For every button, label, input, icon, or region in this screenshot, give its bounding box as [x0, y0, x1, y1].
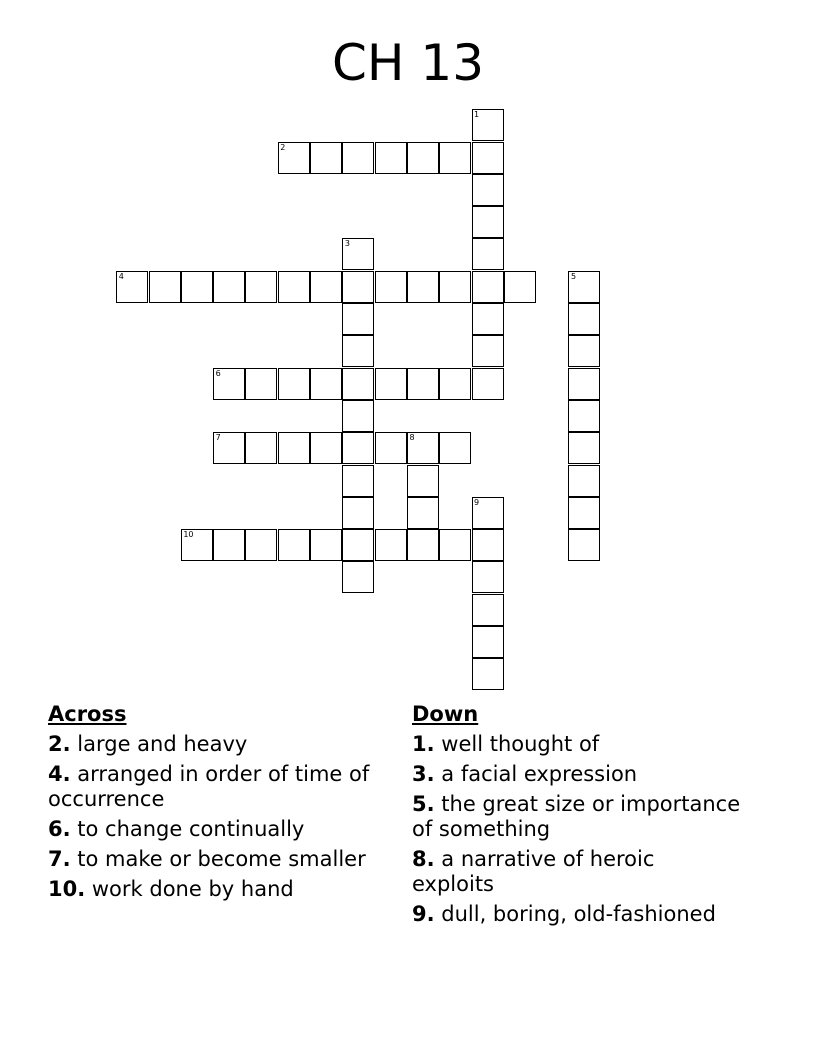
grid-cell[interactable] — [439, 142, 471, 174]
clue-number: 10. — [48, 877, 86, 901]
grid-cell[interactable] — [504, 271, 536, 303]
grid-cell[interactable] — [342, 271, 374, 303]
grid-cell[interactable] — [407, 368, 439, 400]
grid-cell[interactable] — [342, 335, 374, 367]
down-clues — [412, 702, 742, 932]
across-clue-7 — [48, 847, 393, 872]
clue-text: dull, boring, old-fashioned — [434, 902, 716, 926]
down-clue-3 — [412, 762, 742, 787]
grid-cell[interactable] — [407, 497, 439, 529]
grid-cell[interactable] — [342, 529, 374, 561]
grid-cell[interactable] — [375, 432, 407, 464]
grid-cell[interactable] — [181, 271, 213, 303]
grid-cell[interactable] — [568, 335, 600, 367]
clue-number: 9. — [412, 902, 435, 926]
grid-cell[interactable] — [375, 368, 407, 400]
grid-cell[interactable] — [342, 465, 374, 497]
grid-cell[interactable] — [472, 271, 504, 303]
grid-cell[interactable] — [375, 529, 407, 561]
clue-number: 6. — [48, 817, 71, 841]
clue-number-label: 6 — [215, 368, 221, 378]
grid-cell[interactable] — [116, 271, 148, 303]
clue-text: a facial expression — [434, 762, 638, 786]
clue-number: 1. — [412, 732, 435, 756]
grid-cell[interactable] — [213, 368, 245, 400]
grid-cell[interactable] — [149, 271, 181, 303]
clue-number: 2. — [48, 732, 71, 756]
clue-number-label: 10 — [183, 530, 194, 540]
grid-cell[interactable] — [568, 432, 600, 464]
grid-cell[interactable] — [568, 465, 600, 497]
down-heading: Down — [412, 702, 479, 726]
grid-cell[interactable] — [213, 529, 245, 561]
grid-cell[interactable] — [245, 271, 277, 303]
clue-number: 5. — [412, 792, 435, 816]
grid-cell[interactable] — [472, 238, 504, 270]
clue-number-label: 3 — [344, 239, 350, 249]
clue-number-label: 1 — [474, 110, 480, 120]
across-clue-4 — [48, 762, 393, 812]
grid-cell[interactable] — [310, 142, 342, 174]
grid-cell[interactable] — [472, 561, 504, 593]
clue-text: arranged in order of time of occurrence — [48, 762, 370, 811]
grid-cell[interactable] — [472, 594, 504, 626]
across-clues — [48, 702, 393, 907]
grid-cell[interactable] — [342, 303, 374, 335]
grid-cell[interactable] — [407, 529, 439, 561]
grid-cell[interactable] — [310, 368, 342, 400]
down-clue-8 — [412, 847, 742, 897]
grid-cell[interactable] — [568, 368, 600, 400]
across-clue-2 — [48, 732, 393, 757]
grid-cell[interactable] — [472, 658, 504, 690]
clue-text: well thought of — [434, 732, 600, 756]
grid-cell[interactable] — [472, 529, 504, 561]
across-clue-10 — [48, 877, 393, 902]
grid-cell[interactable] — [342, 142, 374, 174]
grid-cell[interactable] — [439, 432, 471, 464]
grid-cell[interactable] — [375, 142, 407, 174]
clue-number-label: 9 — [474, 497, 480, 507]
grid-cell[interactable] — [278, 271, 310, 303]
clue-number-label: 5 — [570, 271, 577, 281]
clue-number: 4. — [48, 762, 71, 786]
grid-cell[interactable] — [278, 142, 310, 174]
grid-cell[interactable] — [472, 335, 504, 367]
grid-cell[interactable] — [472, 626, 504, 658]
grid-cell[interactable] — [310, 432, 342, 464]
clue-number-label: 4 — [118, 271, 124, 281]
grid-cell[interactable] — [568, 400, 600, 432]
grid-cell[interactable] — [472, 206, 504, 238]
clue-text: a narrative of heroic exploits — [412, 847, 655, 896]
clue-text: to change continually — [70, 817, 305, 841]
grid-cell[interactable] — [213, 271, 245, 303]
down-clue-5 — [412, 792, 742, 842]
grid-cell[interactable] — [568, 303, 600, 335]
clue-number-label: 8 — [409, 433, 415, 443]
grid-cell[interactable] — [407, 465, 439, 497]
clue-number: 8. — [412, 847, 435, 871]
grid-cell[interactable] — [472, 109, 504, 141]
grid-cell[interactable] — [342, 400, 374, 432]
clue-text: large and heavy — [70, 732, 248, 756]
grid-cell[interactable] — [278, 432, 310, 464]
grid-cell[interactable] — [213, 432, 245, 464]
clue-text: to make or become smaller — [70, 847, 366, 871]
grid-cell[interactable] — [407, 271, 439, 303]
clue-text: the great size or importance of something — [412, 792, 741, 841]
grid-cell[interactable] — [342, 432, 374, 464]
clue-number-label: 2 — [280, 142, 286, 152]
grid-cell[interactable] — [439, 271, 471, 303]
grid-cell[interactable] — [310, 529, 342, 561]
grid-cell[interactable] — [181, 529, 213, 561]
grid-cell[interactable] — [568, 529, 600, 561]
grid-cell[interactable] — [439, 368, 471, 400]
grid-cell[interactable] — [342, 368, 374, 400]
grid-cell[interactable] — [472, 174, 504, 206]
grid-cell[interactable] — [278, 368, 310, 400]
grid-cell[interactable] — [568, 271, 600, 303]
clue-number-label: 7 — [215, 433, 221, 443]
grid-cell[interactable] — [375, 271, 407, 303]
grid-cell[interactable] — [342, 561, 374, 593]
grid-cell[interactable] — [342, 497, 374, 529]
grid-cell[interactable] — [472, 497, 504, 529]
grid-cell[interactable] — [407, 432, 439, 464]
clue-number: 3. — [412, 762, 435, 786]
grid-cell[interactable] — [245, 368, 277, 400]
grid-cell[interactable] — [278, 529, 310, 561]
grid-cell[interactable] — [245, 529, 277, 561]
clue-text: work done by hand — [85, 877, 294, 901]
clue-number: 7. — [48, 847, 71, 871]
across-clue-6 — [48, 817, 393, 842]
down-clue-9 — [412, 902, 742, 927]
down-clue-1 — [412, 732, 742, 757]
grid-cell[interactable] — [310, 271, 342, 303]
across-heading: Across — [48, 702, 127, 726]
grid-cell[interactable] — [472, 303, 504, 335]
grid-cell[interactable] — [342, 238, 374, 270]
grid-cell[interactable] — [472, 368, 504, 400]
grid-cell[interactable] — [472, 142, 504, 174]
puzzle-title: CH 13 — [331, 34, 485, 92]
grid-cell[interactable] — [568, 497, 600, 529]
grid-cell[interactable] — [245, 432, 277, 464]
grid-cell[interactable] — [439, 529, 471, 561]
grid-cell[interactable] — [407, 142, 439, 174]
